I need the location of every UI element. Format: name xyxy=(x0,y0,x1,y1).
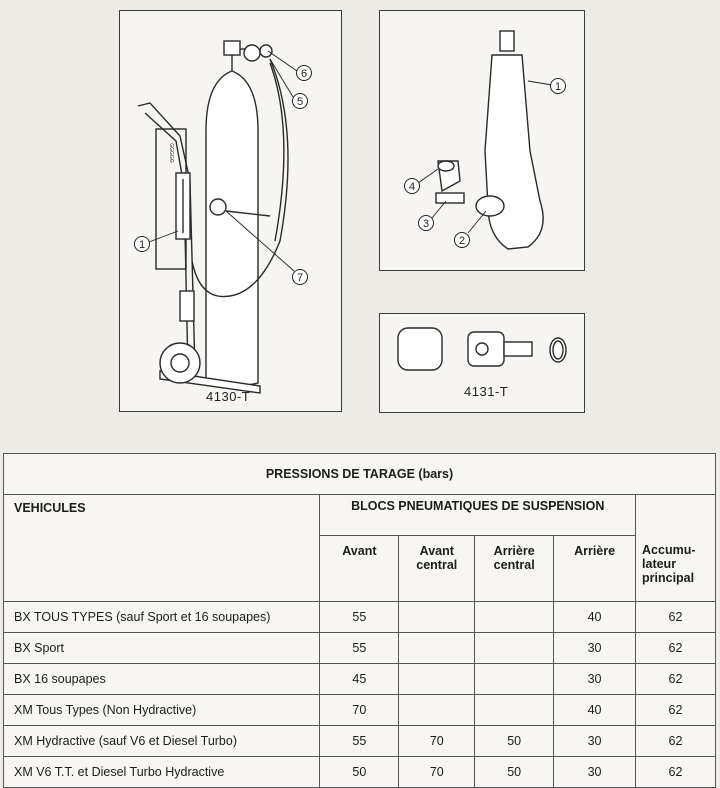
kit-callout-1: 1 xyxy=(554,81,562,93)
table-row xyxy=(4,756,716,787)
table-title: PRESSIONS DE TARAGE (bars) xyxy=(4,454,716,495)
pressure-cell: 70 xyxy=(320,694,399,725)
extension-tool-illustration xyxy=(380,11,584,270)
pressure-cell: 70 xyxy=(399,725,475,756)
pressure-cell: 62 xyxy=(636,601,716,632)
kit-callout-4: 4 xyxy=(408,181,416,193)
pressure-cell: 50 xyxy=(475,756,554,787)
callout-6: 6 xyxy=(300,68,308,80)
table-row xyxy=(4,663,716,694)
pressure-cell xyxy=(475,694,554,725)
header-spacer xyxy=(636,495,716,536)
pressure-cell: 40 xyxy=(554,694,636,725)
pressure-table xyxy=(3,453,716,788)
pressure-cell: 30 xyxy=(554,725,636,756)
pressure-cell xyxy=(399,632,475,663)
pressure-cell: 62 xyxy=(636,663,716,694)
column-avant-central: Avant central xyxy=(399,535,475,601)
pressure-cell: 30 xyxy=(554,756,636,787)
pressure-cell xyxy=(475,663,554,694)
callout-7: 7 xyxy=(296,272,304,284)
pressure-cell: 30 xyxy=(554,632,636,663)
column-accumulateur: Accumu-lateur principal xyxy=(636,535,716,601)
vehicle-cell: XM Tous Types (Non Hydractive) xyxy=(4,694,320,725)
pressure-cell xyxy=(399,601,475,632)
vehicle-cell: BX TOUS TYPES (sauf Sport et 16 soupapes) xyxy=(4,601,320,632)
table-row xyxy=(4,601,716,632)
tool-illustration-panel xyxy=(119,10,342,412)
pressure-cell xyxy=(475,601,554,632)
pressure-cell: 50 xyxy=(320,756,399,787)
table-row xyxy=(4,694,716,725)
pressure-cell: 70 xyxy=(399,756,475,787)
pressure-cell xyxy=(399,663,475,694)
pressure-cell: 55 xyxy=(320,632,399,663)
table-row xyxy=(4,632,716,663)
adapters-illustration-panel xyxy=(379,313,585,413)
kit-callout-2: 2 xyxy=(458,235,466,247)
pressure-cell: 62 xyxy=(636,632,716,663)
vehicle-cell: XM Hydractive (sauf V6 et Diesel Turbo) xyxy=(4,725,320,756)
vehicles-header: VEHICULES xyxy=(4,495,320,602)
nitrogen-cart-illustration xyxy=(120,11,341,411)
column-avant: Avant xyxy=(320,535,399,601)
column-arriere-central: Arrière central xyxy=(475,535,554,601)
adapters-caption: 4131-T xyxy=(464,384,509,399)
tool-caption: 4130-T xyxy=(206,389,251,404)
column-arriere: Arrière xyxy=(554,535,636,601)
pressure-cell: 45 xyxy=(320,663,399,694)
vehicle-cell: XM V6 T.T. et Diesel Turbo Hydractive xyxy=(4,756,320,787)
table-row xyxy=(4,725,716,756)
pressure-cell: 62 xyxy=(636,756,716,787)
kit-callout-3: 3 xyxy=(422,218,430,230)
pressure-cell: 40 xyxy=(554,601,636,632)
vehicle-cell: BX Sport xyxy=(4,632,320,663)
pressure-cell xyxy=(399,694,475,725)
vehicle-cell: BX 16 soupapes xyxy=(4,663,320,694)
pressure-cell: 55 xyxy=(320,601,399,632)
callout-1: 1 xyxy=(138,239,146,251)
pressure-cell: 50 xyxy=(475,725,554,756)
pressure-cell: 62 xyxy=(636,725,716,756)
callout-5: 5 xyxy=(296,96,304,108)
pressure-cell: 62 xyxy=(636,694,716,725)
pressure-table-container xyxy=(3,453,716,788)
pressure-cell: 30 xyxy=(554,663,636,694)
suspension-blocks-header: BLOCS PNEUMATIQUES DE SUSPENSION xyxy=(320,495,636,536)
table-body xyxy=(4,601,716,787)
pressure-cell xyxy=(475,632,554,663)
gauge-label: GGGGG xyxy=(168,143,174,163)
pressure-cell: 55 xyxy=(320,725,399,756)
kit-illustration-panel xyxy=(379,10,585,271)
